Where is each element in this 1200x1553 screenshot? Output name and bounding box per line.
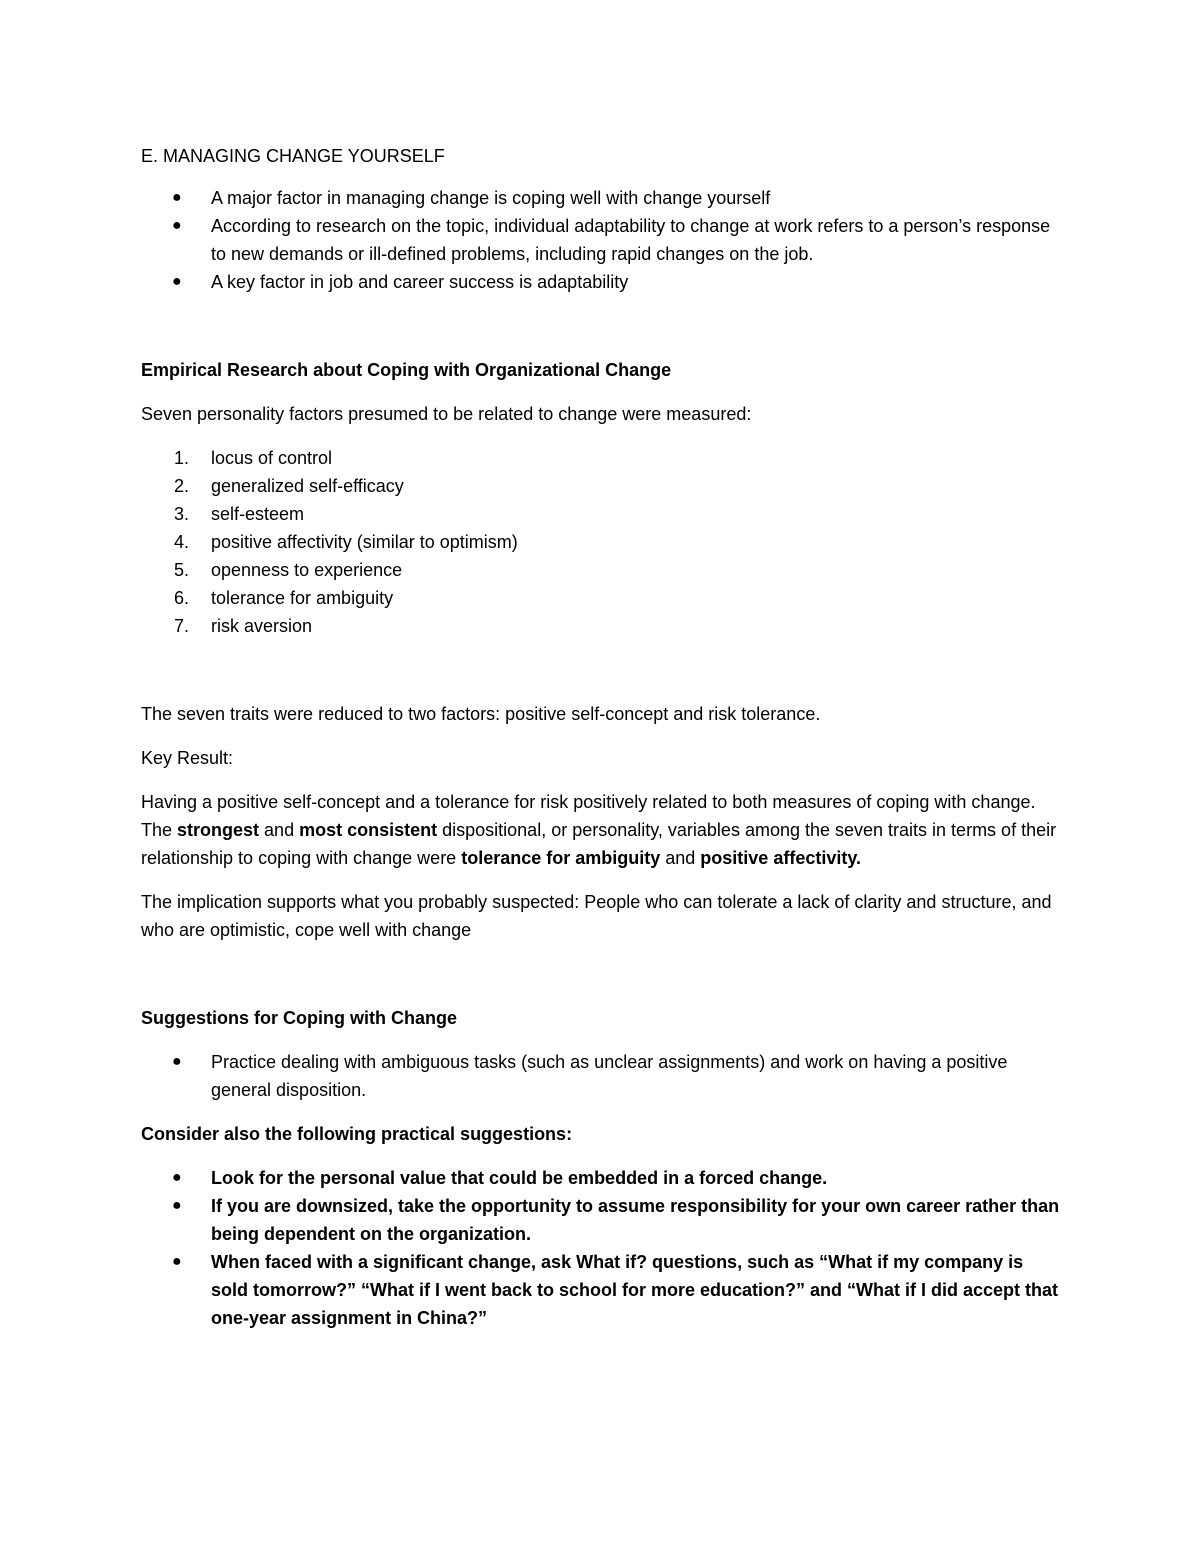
key-result-paragraph xyxy=(141,788,1060,872)
list-number: 6. xyxy=(174,588,190,608)
bullet-icon: ● xyxy=(172,1253,182,1270)
bullet-text: A key factor in job and career success is adaptability xyxy=(211,272,629,292)
factors-numbered-list xyxy=(141,444,1060,640)
bullet-icon: ● xyxy=(172,217,182,234)
list-item xyxy=(141,500,1060,528)
list-number: 2. xyxy=(174,476,190,496)
list-item xyxy=(141,184,1060,212)
bullet-text: If you are downsized, take the opportunity to assume responsibility for your own career rather than being dependent on the organization. xyxy=(211,1196,1060,1244)
research-lead: Seven personality factors presumed to be related to change were measured: xyxy=(141,404,752,424)
list-number: 7. xyxy=(174,616,190,636)
bullet-text: According to research on the topic, individual adaptability to change at work refers to a person’s response to new demands or ill-defined problems, including rapid changes on the job. xyxy=(211,216,1051,264)
key-result-emphasis: positive affectivity. xyxy=(700,848,862,868)
key-result-emphasis: tolerance for ambiguity xyxy=(461,848,661,868)
bullet-text: Look for the personal value that could be embedded in a forced change. xyxy=(211,1168,828,1188)
list-item xyxy=(141,472,1060,500)
bullet-icon: ● xyxy=(172,1053,182,1070)
list-item xyxy=(141,444,1060,472)
page-title: E. MANAGING CHANGE YOURSELF xyxy=(141,146,445,166)
factor-text: self-esteem xyxy=(211,504,305,524)
list-item xyxy=(141,528,1060,556)
spacer xyxy=(141,312,1060,356)
list-item xyxy=(141,268,1060,296)
bullet-text: A major factor in managing change is coping well with change yourself xyxy=(211,188,771,208)
list-number: 4. xyxy=(174,532,190,552)
list-number: 1. xyxy=(174,448,190,468)
bullet-text: When faced with a significant change, ask What if? questions, such as “What if my company is sold tomorrow?” “What if I went back to school for more education?” and “What if I did accept that one-year assignment in China?” xyxy=(211,1252,1059,1328)
suggestions-heading: Suggestions for Coping with Change xyxy=(141,1008,457,1028)
research-heading: Empirical Research about Coping with Organizational Change xyxy=(141,360,672,380)
key-result-emphasis: most consistent xyxy=(299,820,438,840)
factor-text: risk aversion xyxy=(211,616,313,636)
key-result-label: Key Result: xyxy=(141,748,234,768)
factor-text: openness to experience xyxy=(211,560,403,580)
consider-label: Consider also the following practical suggestions: xyxy=(141,1124,573,1144)
factor-text: locus of control xyxy=(211,448,333,468)
key-result-text: and xyxy=(259,820,300,840)
spacer xyxy=(141,960,1060,1004)
list-item xyxy=(141,556,1060,584)
intro-bullet-list xyxy=(141,184,1060,296)
bullet-icon: ● xyxy=(172,273,182,290)
list-item xyxy=(141,1048,1060,1104)
list-item xyxy=(141,612,1060,640)
bullet-icon: ● xyxy=(172,189,182,206)
key-result-emphasis: strongest xyxy=(177,820,260,840)
list-number: 5. xyxy=(174,560,190,580)
key-result-text: dispositional, or personality, variables among the seven traits in terms of their relationship to coping with change were xyxy=(141,820,1057,868)
reduced-traits-paragraph: The seven traits were reduced to two factors: positive self-concept and risk tolerance. xyxy=(141,704,821,724)
list-item xyxy=(141,1248,1060,1332)
list-item xyxy=(141,584,1060,612)
list-item xyxy=(141,212,1060,268)
suggestions-bullet-list xyxy=(141,1048,1060,1104)
factor-text: positive affectivity (similar to optimism) xyxy=(211,532,518,552)
factor-text: tolerance for ambiguity xyxy=(211,588,394,608)
key-result-text: and xyxy=(660,848,701,868)
list-item xyxy=(141,1192,1060,1248)
list-number: 3. xyxy=(174,504,190,524)
bullet-text: Practice dealing with ambiguous tasks (such as unclear assignments) and work on having a positive general disposition. xyxy=(211,1052,1008,1100)
bullet-icon: ● xyxy=(172,1169,182,1186)
list-item xyxy=(141,1164,1060,1192)
implication-paragraph: The implication supports what you probably suspected: People who can tolerate a lack of clarity and structure, and who are optimistic, cope well with change xyxy=(141,892,1052,940)
practical-bullet-list xyxy=(141,1164,1060,1332)
bullet-icon: ● xyxy=(172,1197,182,1214)
key-result-text: Having a positive self-concept and a tolerance for risk positively related to both measures of coping with change. The xyxy=(141,792,1036,840)
factor-text: generalized self-efficacy xyxy=(211,476,404,496)
spacer xyxy=(141,656,1060,700)
